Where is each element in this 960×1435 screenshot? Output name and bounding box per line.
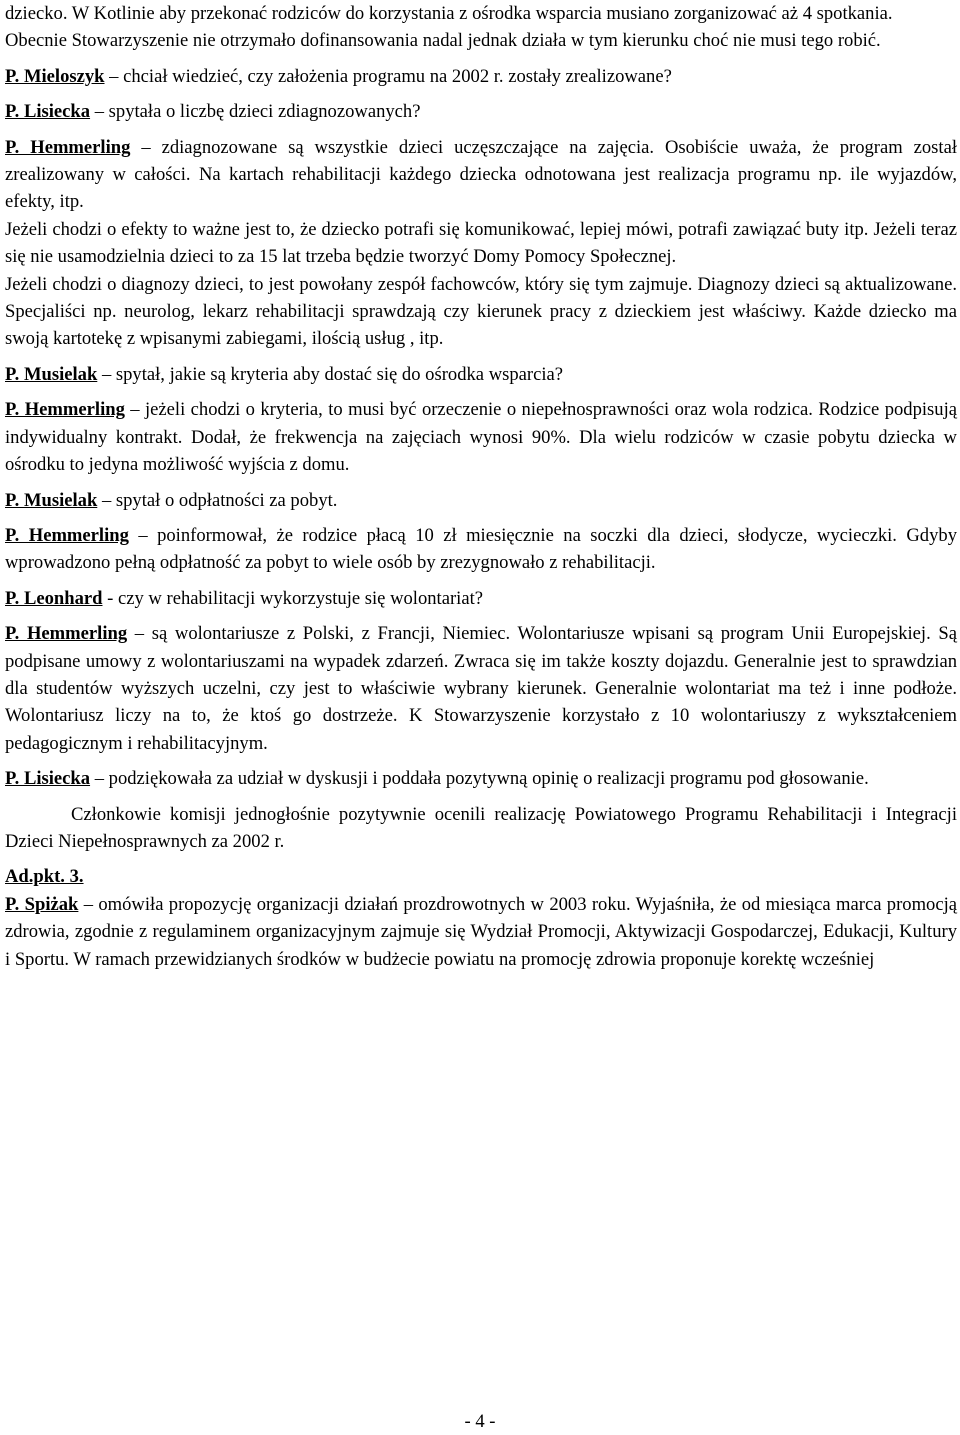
paragraph-hemmerling-4: P. Hemmerling – są wolontariusze z Polski, z Francji, Niemiec. Wolontariusze wpisani są program Unii Europejskiej. Są podpisane umowy z wolontariuszami na wypadek zdarzeń. Zwraca się im także koszty dojazdu. Generalnie jest to sprawdzian dla studentów wyższych uczelni, czy jest to właściwie wybrany kierunek. Generalnie wolontariat ma też i inne podłoże. Wolontariusz liczy na to, że ktoś go dostrzeże. K Stowarzyszenie korzystało z 10 wolontariuszy z wykształceniem pedagogicznym i rehabilitacyjnym. [5,623,957,754]
speaker-name: P. Lisiecka [5,101,91,123]
page-number: - 4 - [464,1411,496,1432]
paragraph-diagnozy: Jeżeli chodzi o diagnozy dzieci, to jest powołany zespół fachowców, który się tym zajmuje. Diagnozy dzieci są aktualizowane. Specjaliści np. neurolog, lekarz rehabilitacji sprawdzają czy kierunek pracy z dzieckiem jest właściwy. Każde dziecko ma swoją kartotekę z wpisanymi zabiegami, ilością usług , itp. [5,273,957,350]
document-body [5,0,957,973]
speaker-name: P. Lisiecka [5,768,91,790]
speaker-name: P. Hemmerling [5,399,125,421]
paragraph-lisiecka-closing: P. Lisiecka – podziękowała za udział w dyskusji i poddała pozytywną opinię o realizacji programu pod głosowanie. [5,768,869,790]
paragraph-mieloszyk: P. Mieloszyk – chciał wiedzieć, czy założenia programu na 2002 r. zostały zrealizowane? [5,65,672,87]
paragraph-musielak-2: P. Musielak – spytał o odpłatności za pobyt. [5,489,338,511]
paragraph-intro-1: dziecko. W Kotlinie aby przekonać rodziców do korzystania z ośrodka wsparcia musiano zorganizować aż 4 spotkania. [5,3,893,24]
paragraph-hemmerling-2: P. Hemmerling – jeżeli chodzi o kryteria, to musi być orzeczenie o niepełnosprawności oraz wola rodzica. Rodzice podpisują indywidualny kontrakt. Dodał, że frekwencja na zajęciach wynosi 90%. Dla wielu rodziców w czasie pobytu dziecka w ośrodku to jedyna możliwość wyjścia z domu. [5,399,957,476]
speaker-name: P. Musielak [5,363,98,385]
paragraph-lisiecka-question: P. Lisiecka – spytała o liczbę dzieci zdiagnozowanych? [5,101,421,123]
paragraph-leonhard: P. Leonhard - czy w rehabilitacji wykorzystuje się wolontariat? [5,587,484,609]
paragraph-musielak-1: P. Musielak – spytał, jakie są kryteria aby dostać się do ośrodka wsparcia? [5,363,564,385]
paragraph-efekty: Jeżeli chodzi o efekty to ważne jest to, że dziecko potrafi się komunikować, lepiej mówi, potrafi zawiązać buty itp. Jeżeli teraz się nie usamodzielnia dzieci to za 15 lat trzeba będzie tworzyć Domy Pomocy Społecznej. [5,218,957,268]
paragraph-spizak: P. Spiżak – omówiła propozycję organizacji działań prozdrowotnych w 2003 roku. Wyjaśniła, że od miesiąca marca promocją zdrowia, zgodnie z regulaminem organizacyjnym zajmuje się Wydział Promocji, Aktywizacji Gospodarczej, Edukacji, Kultury i Sportu. W ramach przewidzianych środków w budżecie powiatu na promocję zdrowia proponuje korektę wcześniej [5,893,958,970]
paragraph-resolution: Członkowie komisji jednogłośnie pozytywnie ocenili realizację Powiatowego Programu Rehabilitacji i Integracji Dzieci Niepełnosprawnych za 2002 r. [5,803,957,852]
speaker-name: P. Leonhard [5,587,103,609]
paragraph-hemmerling-3: P. Hemmerling – poinformował, że rodzice płacą 10 zł miesięcznie na soczki dla dzieci, słodycze, wycieczki. Gdyby wprowadzono pełną odpłatność za pobyt to wiele osób by zrezygnowało z rehabilitacji. [5,524,957,574]
speaker-name: P. Spiżak [5,893,79,915]
section-heading: Ad.pkt. 3. [5,866,84,888]
paragraph-hemmerling-1: P. Hemmerling – zdiagnozowane są wszystkie dzieci uczęszczające na zajęcia. Osobiście uważa, że program został zrealizowany w całości. Na kartach rehabilitacji każdego dziecka odnotowana jest realizacja programu np. ile wyjazdów, efekty, itp. [5,136,957,213]
speaker-name: P. Musielak [5,489,98,511]
speaker-name: P. Hemmerling [5,623,128,645]
speaker-name: P. Mieloszyk [5,65,105,87]
speaker-name: P. Hemmerling [5,136,131,158]
speaker-name: P. Hemmerling [5,524,129,546]
paragraph-intro-2: Obecnie Stowarzyszenie nie otrzymało dofinansowania nadal jednak działa w tym kierunku choć nie musi tego robić. [5,30,881,52]
